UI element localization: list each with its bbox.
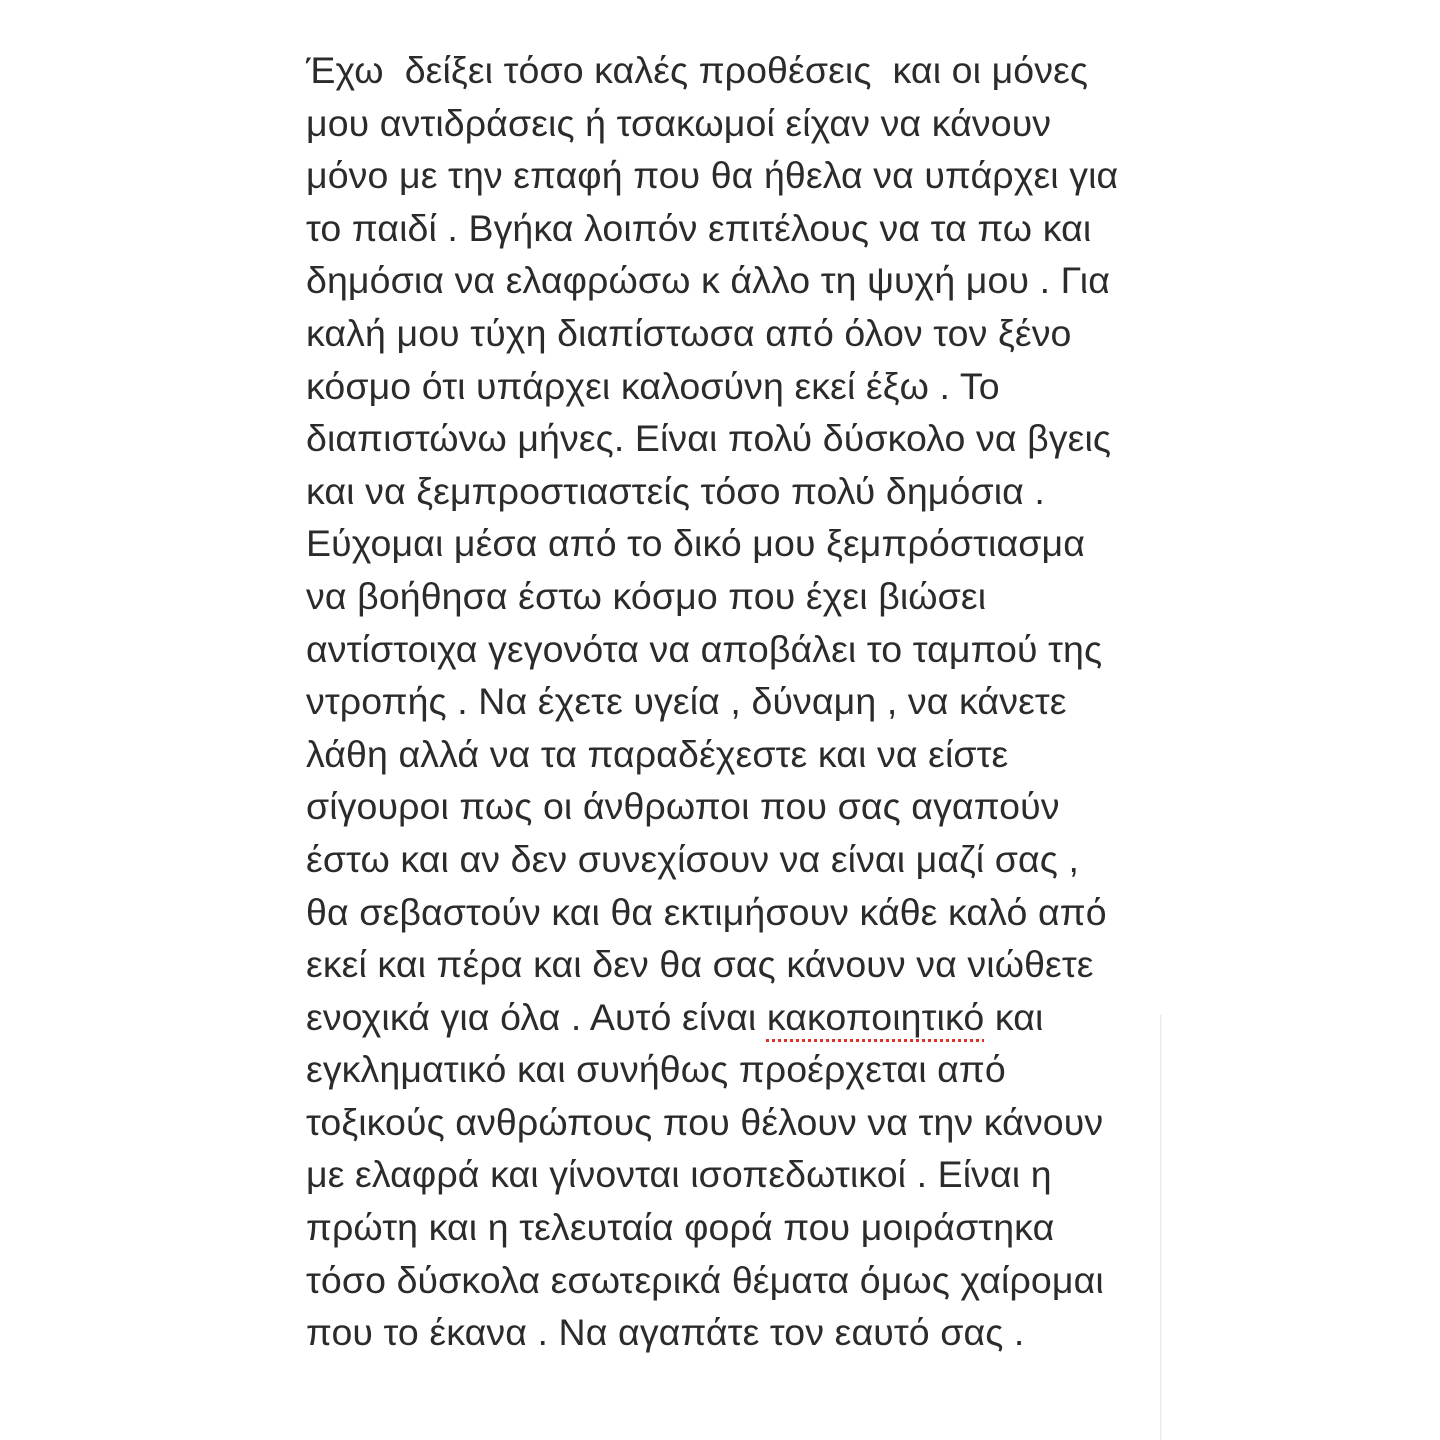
note-line: αντίστοιχα γεγονότα να αποβάλει το ταμπού της xyxy=(306,627,1103,670)
note-line: ντροπής . Να έχετε υγεία , δύναμη , να κάνετε xyxy=(306,680,1067,723)
note-line: πρώτη και η τελευταία φορά που μοιράστηκα xyxy=(306,1206,1055,1249)
note-line: το παιδί . Βγήκα λοιπόν επιτέλους να τα πω και xyxy=(306,206,1092,249)
note-line: λάθη αλλά να τα παραδέχεστε και να είστε xyxy=(306,732,1009,775)
note-line: κόσμο ότι υπάρχει καλοσύνη εκεί έξω . Το xyxy=(306,364,1000,407)
spellcheck-flagged-word[interactable]: κακοποιητικό xyxy=(766,995,985,1038)
note-line: να βοήθησα έστω κόσμο που έχει βιώσει xyxy=(306,574,987,617)
note-line: Έχω δείξει τόσο καλές προθέσεις και οι μόνες xyxy=(306,49,1089,91)
note-line: σίγουροι πως οι άνθρωποι που σας αγαπούν xyxy=(306,785,1060,828)
note-line: Εύχομαι μέσα από το δικό μου ξεμπρόστιασμα xyxy=(306,522,1085,565)
note-line: τοξικούς ανθρώπους που θέλουν να την κάνουν xyxy=(306,1100,1104,1143)
note-line: εγκληματικό και συνήθως προέρχεται από xyxy=(306,1048,1006,1091)
note-line: μόνο με την επαφή που θα ήθελα να υπάρχει για xyxy=(306,154,1119,197)
line-text-before: ενοχικά για όλα . Αυτό είναι xyxy=(306,995,767,1038)
note-line: τόσο δύσκολα εσωτερικά θέματα όμως χαίρομαι xyxy=(306,1258,1104,1301)
line-text-after: και xyxy=(984,995,1044,1038)
screenshot-edge-divider xyxy=(1160,1015,1162,1440)
note-line: που το έκανα . Να αγαπάτε τον εαυτό σας . xyxy=(306,1311,1025,1354)
note-line: μου αντιδράσεις ή τσακωμοί είχαν να κάνουν xyxy=(306,101,1052,144)
note-line: με ελαφρά και γίνονται ισοπεδωτικοί . Είναι η xyxy=(306,1153,1052,1196)
note-line: θα σεβαστούν και θα εκτιμήσουν κάθε καλό από xyxy=(306,890,1107,933)
note-line-with-spellcheck xyxy=(306,991,1146,1044)
note-line: και να ξεμπροστιαστείς τόσο πολύ δημόσια . xyxy=(306,469,1045,512)
note-line: καλή μου τύχη διαπίστωσα από όλον τον ξένο xyxy=(306,311,1072,354)
note-line: δημόσια να ελαφρώσω κ άλλο τη ψυχή μου . Για xyxy=(306,259,1110,302)
note-line: εκεί και πέρα και δεν θα σας κάνουν να νιώθετε xyxy=(306,943,1094,986)
note-text-body[interactable] xyxy=(306,44,1146,1359)
note-line: διαπιστώνω μήνες. Είναι πολύ δύσκολο να βγεις xyxy=(306,417,1112,460)
note-line: έστω και αν δεν συνεχίσουν να είναι μαζί σας , xyxy=(306,837,1079,880)
